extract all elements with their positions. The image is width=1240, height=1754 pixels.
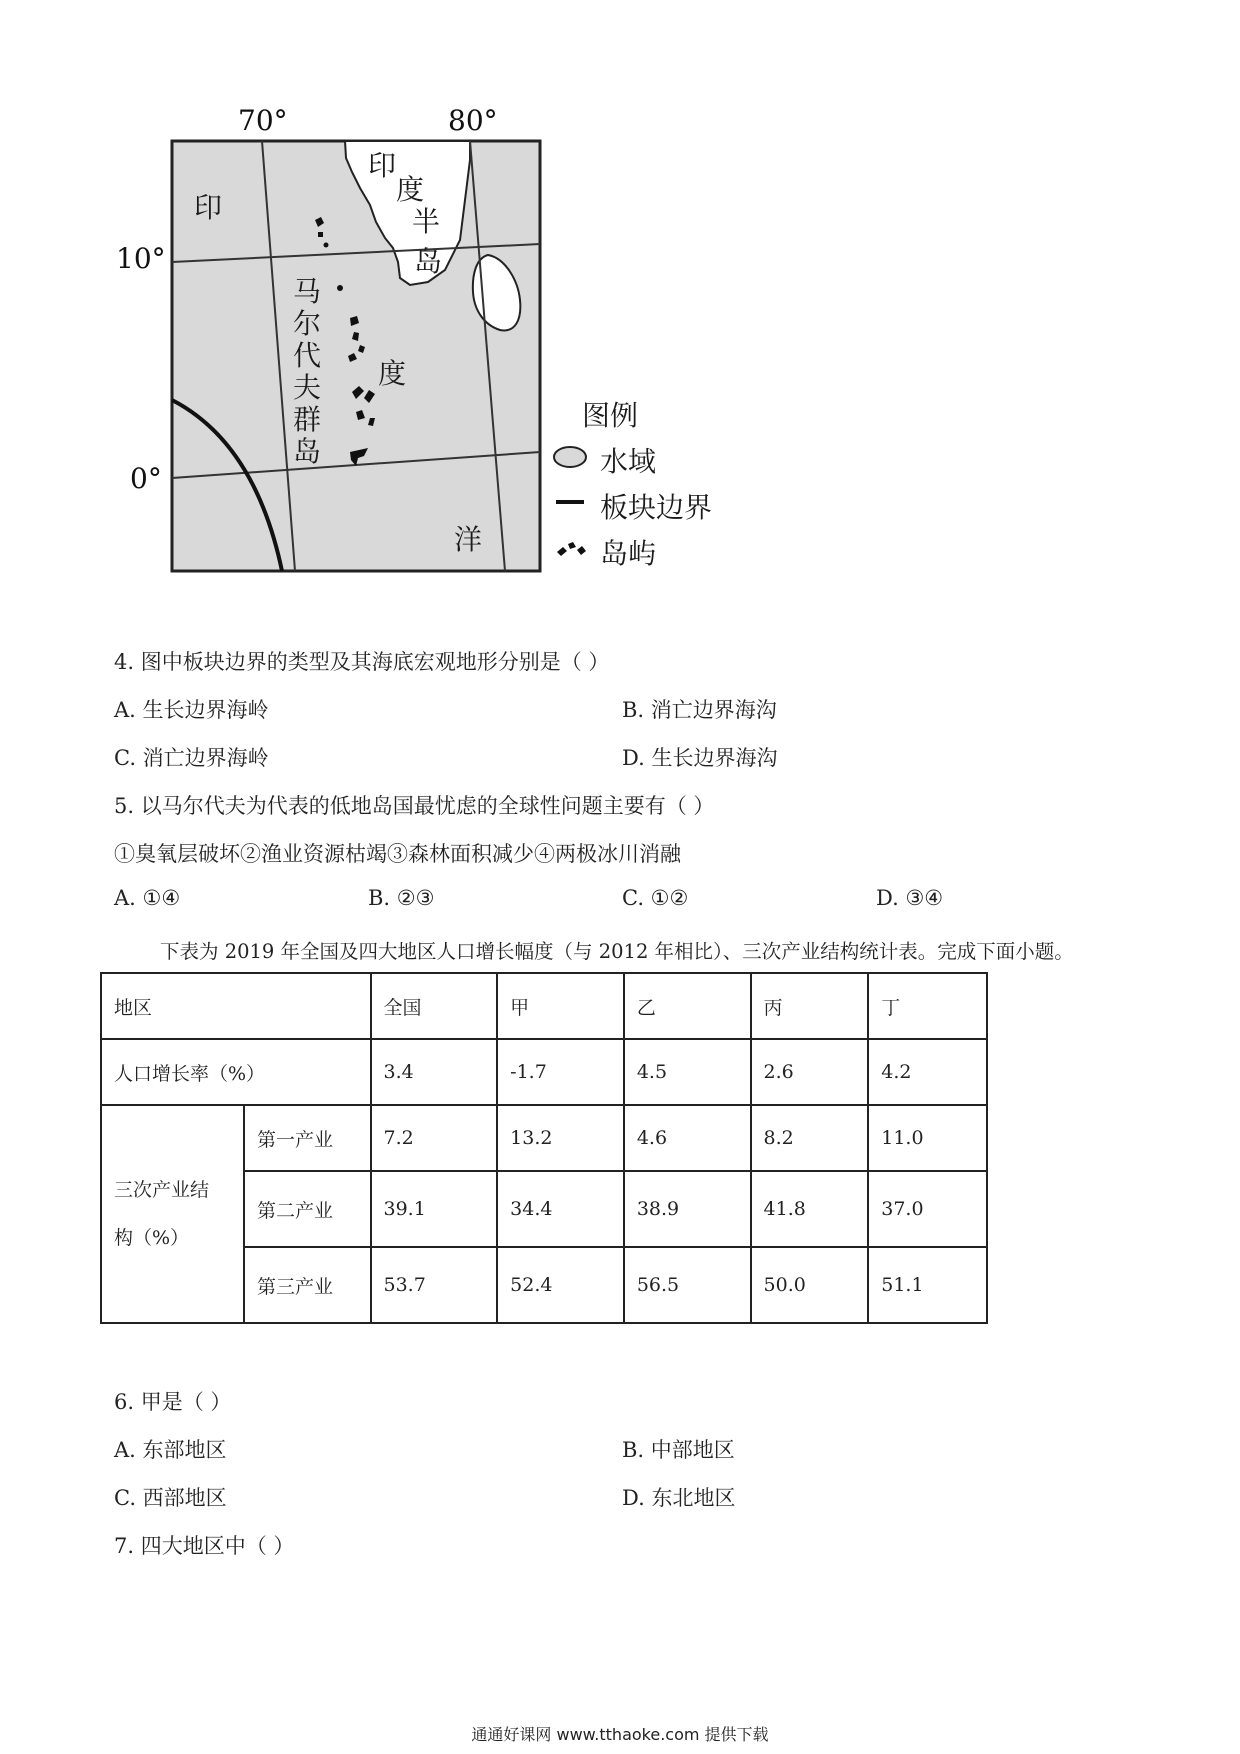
- table-cell: -1.7: [497, 1039, 624, 1105]
- table-cell: 4.2: [868, 1039, 987, 1105]
- ocean-char-3: 洋: [454, 523, 483, 556]
- peninsula-char-3: 半: [412, 205, 441, 238]
- q5-option-c: C. ①②: [622, 886, 689, 910]
- q4-stem: 4. 图中板块边界的类型及其海底宏观地形分别是（ ）: [114, 650, 610, 674]
- q5-stem: 5. 以马尔代夫为代表的低地岛国最忧虑的全球性问题主要有（ ）: [114, 794, 715, 818]
- q6-stem: 6. 甲是（ ）: [114, 1390, 232, 1414]
- maldives-char-1: 马: [293, 275, 322, 308]
- q6-option-c: C. 西部地区: [114, 1486, 227, 1510]
- q6-option-b: B. 中部地区: [622, 1438, 735, 1462]
- table-cell: 38.9: [624, 1171, 751, 1247]
- q4-option-a: A. 生长边界海岭: [114, 698, 269, 722]
- table-cell: 50.0: [751, 1247, 869, 1323]
- table-cell: 8.2: [751, 1105, 869, 1171]
- table-cell: 34.4: [497, 1171, 624, 1247]
- table-cell: 56.5: [624, 1247, 751, 1323]
- q6-option-a: A. 东部地区: [114, 1438, 227, 1462]
- peninsula-char-2: 度: [396, 173, 425, 206]
- header-bing: 丙: [751, 973, 869, 1039]
- lat-label-10: 10°: [116, 242, 166, 275]
- q4-option-d: D. 生长边界海沟: [622, 746, 778, 770]
- table-cell: 52.4: [497, 1247, 624, 1323]
- table-cell: 11.0: [868, 1105, 987, 1171]
- ocean-char-1: 印: [194, 191, 223, 224]
- table-cell: 4.5: [624, 1039, 751, 1105]
- q6-option-d: D. 东北地区: [622, 1486, 736, 1510]
- island-cluster-icon: [557, 542, 586, 556]
- structure-label-text: 三次产业结构（%）: [114, 1179, 210, 1249]
- q4-option-c: C. 消亡边界海岭: [114, 746, 269, 770]
- peninsula-char-4: 岛: [414, 245, 443, 278]
- map-frame: [172, 141, 540, 571]
- table-cell: 37.0: [868, 1171, 987, 1247]
- lat-label-0: 0°: [130, 462, 162, 495]
- table-intro: 下表为 2019 年全国及四大地区人口增长幅度（与 2012 年相比）、三次产业结构统计表。完成下面小题。: [160, 940, 1074, 963]
- row-name-primary: 第一产业: [244, 1105, 371, 1171]
- maldives-char-2: 尔: [293, 307, 322, 340]
- header-ding: 丁: [868, 973, 987, 1039]
- structure-label: [101, 1105, 244, 1323]
- legend-label-island: 岛屿: [600, 537, 657, 570]
- q4-option-b: B. 消亡边界海沟: [622, 698, 777, 722]
- ocean-char-2: 度: [378, 357, 407, 390]
- table-header-row: [101, 973, 987, 1039]
- water-ellipse-icon: [554, 447, 586, 467]
- q7-stem: 7. 四大地区中（ ）: [114, 1534, 295, 1558]
- maldives-char-4: 夫: [293, 371, 322, 404]
- table-cell: 7.2: [371, 1105, 498, 1171]
- header-jia: 甲: [497, 973, 624, 1039]
- table-row-growth: [101, 1039, 987, 1105]
- table-row-primary: [101, 1105, 987, 1171]
- table-cell: 13.2: [497, 1105, 624, 1171]
- q5-items: ①臭氧层破坏②渔业资源枯竭③森林面积减少④两极冰川消融: [114, 842, 681, 866]
- maldives-char-5: 群: [293, 403, 322, 436]
- table-cell: 41.8: [751, 1171, 869, 1247]
- peninsula-char-1: 印: [368, 149, 397, 182]
- growth-label: 人口增长率（%）: [101, 1039, 371, 1105]
- row-name-secondary: 第二产业: [244, 1171, 371, 1247]
- table-cell: 3.4: [371, 1039, 498, 1105]
- maldives-char-3: 代: [293, 339, 322, 372]
- legend-label-boundary: 板块边界: [600, 491, 713, 524]
- header-region: 地区: [101, 973, 371, 1039]
- lon-label-80: 80°: [448, 104, 498, 137]
- header-national: 全国: [371, 973, 498, 1039]
- q5-option-d: D. ③④: [876, 886, 944, 910]
- table-cell: 51.1: [868, 1247, 987, 1323]
- statistics-table: [100, 972, 988, 1324]
- table-cell: 39.1: [371, 1171, 498, 1247]
- q5-option-b: B. ②③: [368, 886, 435, 910]
- row-name-tertiary: 第三产业: [244, 1247, 371, 1323]
- maldives-char-6: 岛: [293, 435, 322, 468]
- table-cell: 4.6: [624, 1105, 751, 1171]
- table-cell: 53.7: [371, 1247, 498, 1323]
- map-figure: [0, 0, 760, 600]
- lon-label-70: 70°: [238, 104, 288, 137]
- legend-title: 图例: [582, 399, 639, 432]
- q5-option-a: A. ①④: [114, 886, 181, 910]
- header-yi: 乙: [624, 973, 751, 1039]
- page-footer: 通通好课网 www.tthaoke.com 提供下载: [471, 1725, 769, 1744]
- legend-label-water: 水域: [600, 445, 657, 478]
- table-cell: 2.6: [751, 1039, 869, 1105]
